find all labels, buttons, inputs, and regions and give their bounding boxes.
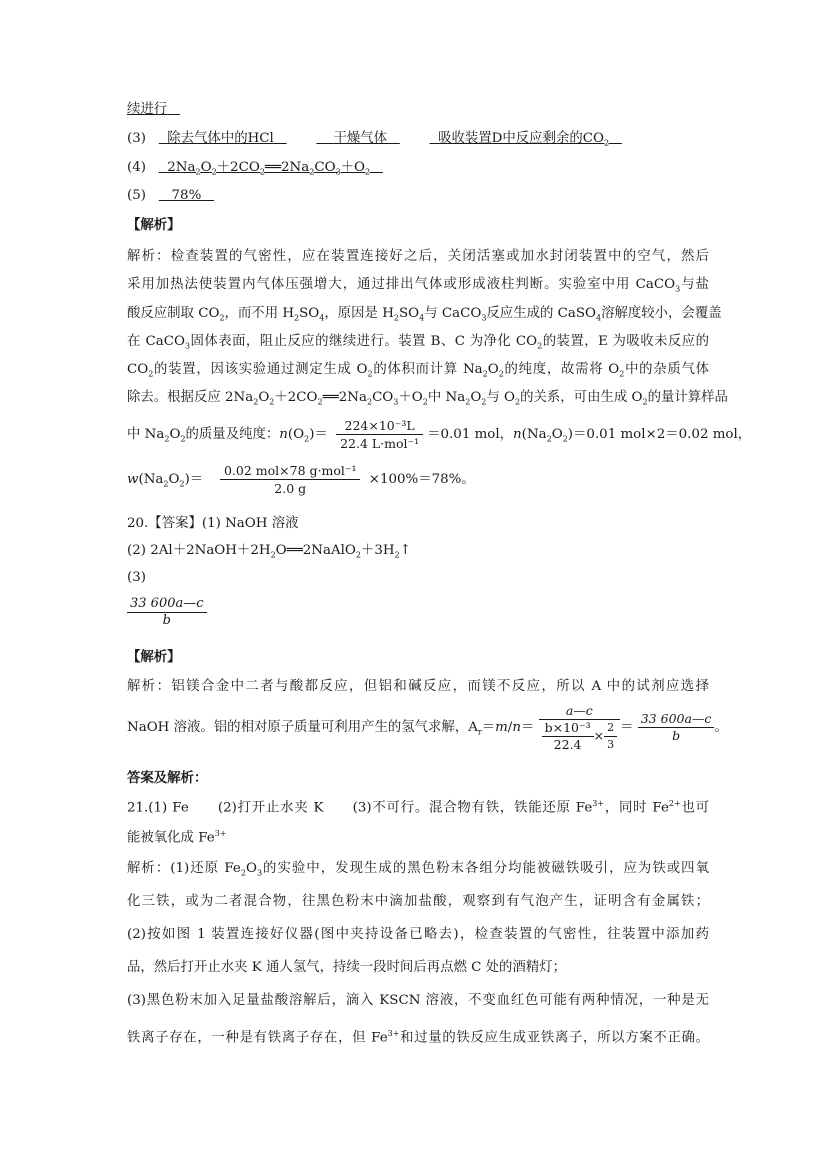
q20-analysis-line-1: 解析：铝镁合金中二者与酸都反应，但铝和碱反应，而镁不反应，所以 A 中的试剂应选择: [127, 679, 709, 694]
fraction-oxygen-moles: $\frac{\text{224×10⁻³L}}{\text{22.4 L·mol⁻¹}}$: [336, 417, 423, 452]
q19-analysis-heading: 【解析】: [127, 218, 181, 233]
fraction-atomic-mass: a—c $\frac{\text{b×10⁻³}}{22.4}$ × $\frac{2}{3}$: [539, 703, 620, 753]
q19-answer-3: (3) 除去气体中的HCl 干燥气体 吸收装置D中反应剩余的$CO_2$: [127, 131, 610, 148]
q19-answer-4: (4) $2Na_2O_2+2CO_2══2Na_2CO_3+O_2$: [127, 160, 371, 177]
q20-answer-3: (3): [127, 570, 146, 585]
q19-analysis-line-5: $CO_2$的装置，因该实验通过测定生成 $O_2$的体积而计算 $Na_2O_2$的纯度，故需将 $O_2$中的杂质气体: [127, 362, 710, 379]
q21-answer-line-2: 能被氧化成 $Fe^{3+}$: [127, 829, 227, 846]
q21-analysis-line-1: 解析：(1)还原 $Fe_2O_3$的实验中，发现生成的黑色粉末各组分均能被磁铁吸引，应为铁或四氧: [127, 861, 709, 878]
q20-analysis-heading: 【解析】: [127, 650, 181, 665]
q19-analysis-line-1: 解析：检查装置的气密性，应在装置连接好之后，关闭活塞或加水封闭装置中的空气，然后: [127, 249, 709, 264]
q20-answer-3-fraction: $\frac{33 600a—c}{b}$: [127, 596, 207, 629]
q19-analysis-line-4: 在 CaCO$_3$固体表面，阻止反应的继续进行。装置 B、C 为净化 $CO_2$的装置，E 为吸收未反应的: [127, 334, 710, 351]
q21-analysis-line-6: 铁离子存在，一种是有铁离子存在，但 $Fe^{3+}$和过量的铁反应生成亚铁离子，所以方案不正确。: [127, 1029, 709, 1046]
q19-analysis-line-3: 酸反应制取 $CO_2$，而不用 $H_2SO_4$，原因是 $H_2SO_4$与 CaCO$_3$反应生成的 CaSO$_4$溶解度较小，会覆盖: [127, 306, 722, 323]
fraction-result: $\frac{33 600a—c}{b}$: [638, 711, 715, 744]
q19-continued-line: 续进行: [127, 102, 168, 117]
q21-analysis-line-2: 化三铁，或为二者混合物，往黑色粉末中滴加盐酸，观察到有气泡产生，证明含有金属铁；: [127, 894, 709, 909]
q20-analysis-line-2: NaOH 溶液。铝的相对原子质量可利用产生的氢气求解，$A_r=m/n=$ a—c $\frac{\text{b×10⁻³}}{22.4}$ × $\frac{2}{3}$ ＝ $\frac{33 600a—c}{b}$ 。: [127, 702, 728, 752]
q19-analysis-line-7: 中 $Na_2O_2$的质量及纯度：$n(O_2)=$ $\frac{\text{224×10⁻³L}}{\text{22.4 L·mol⁻¹}}$ ＝0.01 mol，$n(Na_2O_2)=0.01$ mol×2＝0.02 mol，: [127, 418, 752, 451]
q19-analysis-line-6: 除去。根据反应 $2Na_2O_2+2CO_2══2Na_2CO_3+O_2$中 $Na_2O_2$与 $O_2$的关系，可由生成 $O_2$的量计算样品: [127, 390, 728, 407]
q19-answer-5: (5) 78%: [127, 188, 202, 203]
q20-answer-1: 20.【答案】(1) NaOH 溶液: [127, 516, 299, 531]
section-heading-answers: 答案及解析：: [127, 771, 208, 786]
q19-analysis-line-2: 采用加热法使装置内气体压强增大，通过排出气体或形成液柱判断。实验室中用 CaCO$_3$与盐: [127, 277, 710, 294]
q21-analysis-line-4: 品，然后打开止水夹 K 通人氢气，持续一段时间后再点燃 C 处的酒精灯；: [127, 960, 566, 975]
q19-analysis-line-8: $w(Na_2O_2)=$ $\frac{\text{0.02 mol×78 g·mol⁻¹}}{2.0 g}$ ×100%＝78%。: [127, 463, 475, 496]
q21-analysis-line-5: (3)黑色粉末加入足量盐酸溶解后，滴入 KSCN 溶液，不变血红色可能有两种情况，一种是无: [127, 993, 709, 1008]
fraction-purity: $\frac{\text{0.02 mol×78 g·mol⁻¹}}{2.0 g}$: [220, 462, 361, 497]
q20-answer-2: (2) $2Al+2NaOH+2H_2O══2NaAlO_2+3H_2↑$: [127, 543, 411, 560]
q21-answer-line-1: 21.(1) Fe (2)打开止水夹 K (3)不可行。混合物有铁，铁能还原 $Fe^{3+}$，同时 $Fe^{2+}$也可: [127, 799, 710, 816]
q21-analysis-line-3: (2)按如图 1 装置连接好仪器(图中夹持设备已略去)，检查装置的气密性，往装置中添加药: [127, 927, 709, 942]
